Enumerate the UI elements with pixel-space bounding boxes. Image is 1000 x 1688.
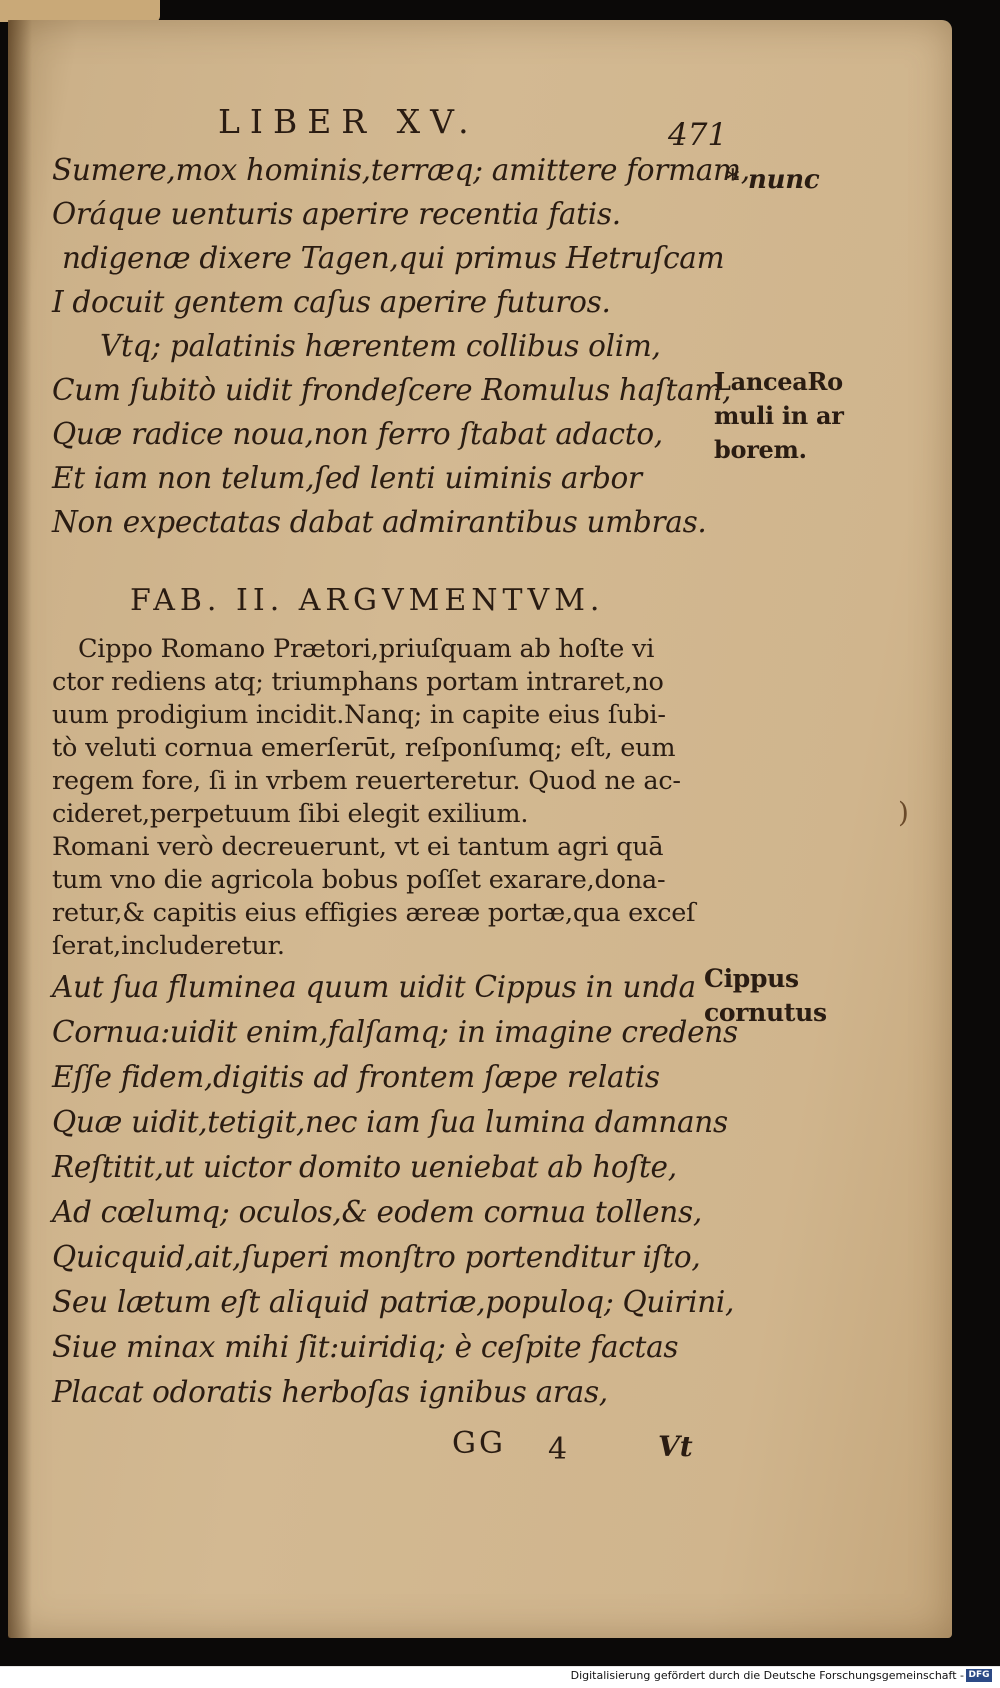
verse-line: Vtq; palatinis hærentem collibus olim, [100, 329, 661, 363]
argument-line: ſerat,includeretur. [52, 931, 285, 961]
argument-line: ctor rediens atq; triumphans portam intraret,no [52, 667, 664, 697]
verse-line: Ad cœlumq; oculos,& eodem cornua tollens, [52, 1195, 702, 1229]
verse-line: Eſſe fidem,digitis ad frontem ſæpe relatis [52, 1060, 660, 1094]
ink-mark: ) [898, 796, 909, 829]
verse-line: Siue minax mihi ſit:uiridiq; è ceſpite factas [52, 1330, 679, 1364]
argument-line: uum prodigium incidit.Nanq; in capite eius ſubi- [52, 700, 666, 730]
marginal-line: borem. [714, 435, 807, 464]
argument-line: regem fore, ſi in vrbem reuerteretur. Quod ne ac- [52, 766, 681, 796]
signature-number: 4 [548, 1432, 568, 1467]
marginal-line: Cippus [704, 964, 799, 993]
verse-line: Seu lætum eſt aliquid patriæ,populoq; Quirini, [52, 1285, 735, 1319]
verse-line: Sumere,mox hominis,terræq; amittere formam, [52, 153, 750, 187]
marginal-note-cippus [704, 962, 827, 1030]
dfg-logo: DFG [966, 1669, 992, 1682]
marginal-note-lancea [714, 365, 844, 467]
page-number: 471 [668, 117, 728, 153]
marginal-line: muli in ar [714, 401, 844, 430]
verse-line: ndigenæ dixere Tagen,qui primus Hetruſcam [62, 241, 725, 275]
verse-line: Cum ſubitò uidit frondeſcere Romulus haſtam, [52, 373, 732, 407]
verse-line: Non expectatas dabat admirantibus umbras. [52, 505, 707, 539]
argument-line: Romani verò decreuerunt, vt ei tantum agri quā [52, 832, 664, 862]
verse-line: Placat odoratis herboſas ignibus aras, [52, 1375, 608, 1409]
signature-mark: GG [452, 1426, 506, 1461]
credit-text: Digitalisierung gefördert durch die Deutsche Forschungsgemeinschaft - [570, 1669, 964, 1682]
argument-line: tum vno die agricola bobus poſſet exarare,dona- [52, 865, 666, 895]
verse-line: Quæ uidit,tetigit,nec iam ſua lumina damnans [52, 1105, 728, 1139]
catchword: Vt [658, 1430, 693, 1463]
argument-line: Cippo Romano Prætori,priuſquam ab hoſte vi [78, 634, 655, 664]
verse-line: Aut ſua fluminea quum uidit Cippus in unda [52, 970, 696, 1004]
verse-line: Cornua:uidit enim,falſamq; in imagine credens [52, 1015, 738, 1049]
verse-line: Quicquid,ait,ſuperi monſtro portenditur iſto, [52, 1240, 701, 1274]
verse-line: Reſtitit,ut uictor domito ueniebat ab hoſte, [52, 1150, 677, 1184]
verse-line: Oráque uenturis aperire recentia fatis. [52, 197, 621, 231]
argument-line: tò veluti cornua emerſerūt, reſponſumq; eſt, eum [52, 733, 676, 763]
marginal-line: LanceaRo [714, 367, 843, 396]
argument-heading: FAB. II. ARGVMENTVM. [130, 583, 605, 618]
scan-edge [0, 0, 160, 22]
verse-line: I docuit gentem caſus aperire futuros. [52, 285, 611, 319]
argument-line: cideret,perpetuum ſibi elegit exilium. [52, 799, 529, 829]
verse-line: Et iam non telum,ſed lenti uiminis arbor [52, 461, 642, 495]
running-head: LIBER XV. [218, 102, 479, 141]
verse-line: Quæ radice noua,non ferro ſtabat adacto, [52, 417, 663, 451]
marginal-line: cornutus [704, 998, 827, 1027]
marginal-note-nunc: * nunc [726, 165, 820, 195]
book-page [8, 20, 952, 1638]
argument-line: retur,& capitis eius effigies æreæ portæ,qua exceſ [52, 898, 696, 928]
